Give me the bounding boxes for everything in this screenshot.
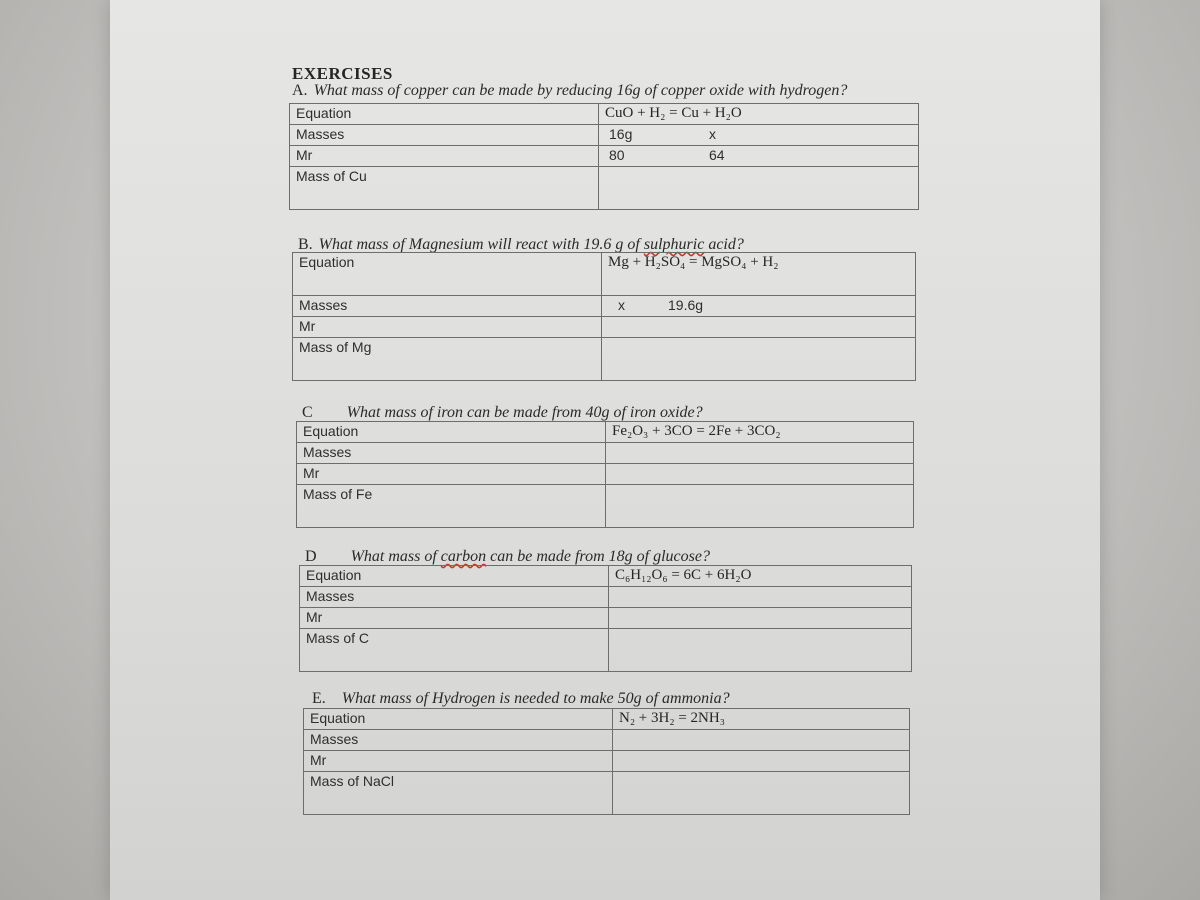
row-label: Equation xyxy=(297,422,606,443)
table-row xyxy=(290,146,919,167)
masses-cell xyxy=(602,296,916,317)
question-text: What mass of copper can be made by reducing 16g of copper oxide with hydrogen? xyxy=(313,82,848,99)
table-row xyxy=(293,338,916,381)
row-label: Equation xyxy=(300,566,609,587)
mass-value: 16g xyxy=(609,126,633,142)
mr-cell xyxy=(599,146,919,167)
question-d xyxy=(305,548,710,566)
table-row xyxy=(293,317,916,338)
equation-cell xyxy=(599,104,919,125)
row-label: Mass of C xyxy=(300,629,609,672)
table-row xyxy=(290,167,919,210)
mr-cell xyxy=(613,751,910,772)
equation-cell xyxy=(602,253,916,296)
row-label: Masses xyxy=(297,443,606,464)
table-row xyxy=(304,730,910,751)
table-row xyxy=(304,709,910,730)
equation-text: C₆H₁₂O₆ = 6C + 6H₂O xyxy=(615,567,752,583)
mr-value: 80 xyxy=(609,147,625,163)
table-row xyxy=(300,608,912,629)
equation-text: Mg + H₂SO₄ = MgSO₄ + H₂ xyxy=(608,254,779,270)
table-row xyxy=(293,296,916,317)
question-letter: E. xyxy=(312,690,326,707)
row-label: Mr xyxy=(293,317,602,338)
row-label: Mass of Fe xyxy=(297,485,606,528)
question-text: What mass of Magnesium will react with 19.6 g of xyxy=(318,236,644,253)
table-row xyxy=(300,629,912,672)
answer-cell xyxy=(609,629,912,672)
exercise-table-d xyxy=(299,565,912,672)
question-letter: B. xyxy=(298,236,313,253)
table-row xyxy=(304,751,910,772)
table-row xyxy=(297,485,914,528)
row-label: Masses xyxy=(304,730,613,751)
row-label: Mass of Mg xyxy=(293,338,602,381)
masses-cell xyxy=(599,125,919,146)
row-label: Mr xyxy=(300,608,609,629)
equation-text: N₂ + 3H₂ = 2NH₃ xyxy=(619,710,725,726)
mass-value: x xyxy=(618,297,625,313)
mr-cell xyxy=(602,317,916,338)
row-label: Mass of NaCl xyxy=(304,772,613,815)
question-text: What mass of Hydrogen is needed to make 50g of ammonia? xyxy=(341,690,730,707)
answer-cell xyxy=(602,338,916,381)
row-label: Mr xyxy=(297,464,606,485)
table-row xyxy=(293,253,916,296)
question-text: acid? xyxy=(704,236,744,253)
mr-cell xyxy=(606,464,914,485)
equation-cell xyxy=(613,709,910,730)
question-text: What mass of iron can be made from 40g of iron oxide? xyxy=(346,404,703,421)
table-row xyxy=(304,772,910,815)
question-letter: C xyxy=(302,404,313,421)
question-letter: A. xyxy=(292,82,308,99)
answer-cell xyxy=(606,485,914,528)
masses-cell xyxy=(606,443,914,464)
table-row xyxy=(300,566,912,587)
row-label: Equation xyxy=(293,253,602,296)
row-label: Mr xyxy=(290,146,599,167)
row-label: Masses xyxy=(300,587,609,608)
question-text-underlined: carbon xyxy=(440,548,487,565)
table-row xyxy=(297,464,914,485)
row-label: Masses xyxy=(290,125,599,146)
row-label: Mass of Cu xyxy=(290,167,599,210)
mass-value: x xyxy=(709,126,716,142)
question-text-underlined: sulphuric xyxy=(643,236,705,253)
question-e xyxy=(312,690,730,708)
question-text: can be made from 18g of glucose? xyxy=(486,548,710,565)
page-heading: EXERCISES xyxy=(292,64,393,83)
exercise-table-c xyxy=(296,421,914,528)
row-label: Mr xyxy=(304,751,613,772)
row-label: Masses xyxy=(293,296,602,317)
equation-cell xyxy=(606,422,914,443)
question-letter: D xyxy=(305,548,317,565)
table-row xyxy=(297,422,914,443)
exercise-table-e xyxy=(303,708,910,815)
table-row xyxy=(290,125,919,146)
table-row xyxy=(300,587,912,608)
equation-cell xyxy=(609,566,912,587)
table-row xyxy=(297,443,914,464)
question-text: What mass of xyxy=(350,548,441,565)
mr-value: 64 xyxy=(709,147,725,163)
question-c xyxy=(302,404,703,422)
answer-cell xyxy=(613,772,910,815)
answer-cell xyxy=(599,167,919,210)
mass-value: 19.6g xyxy=(668,297,704,313)
row-label: Equation xyxy=(304,709,613,730)
question-a xyxy=(292,82,847,100)
exercise-table-b xyxy=(292,252,916,381)
equation-text: CuO + H₂ = Cu + H₂O xyxy=(605,105,742,121)
mr-cell xyxy=(609,608,912,629)
masses-cell xyxy=(609,587,912,608)
table-row xyxy=(290,104,919,125)
masses-cell xyxy=(613,730,910,751)
equation-text: Fe₂O₃ + 3CO = 2Fe + 3CO₂ xyxy=(612,423,781,439)
exercise-table-a xyxy=(289,103,919,210)
row-label: Equation xyxy=(290,104,599,125)
